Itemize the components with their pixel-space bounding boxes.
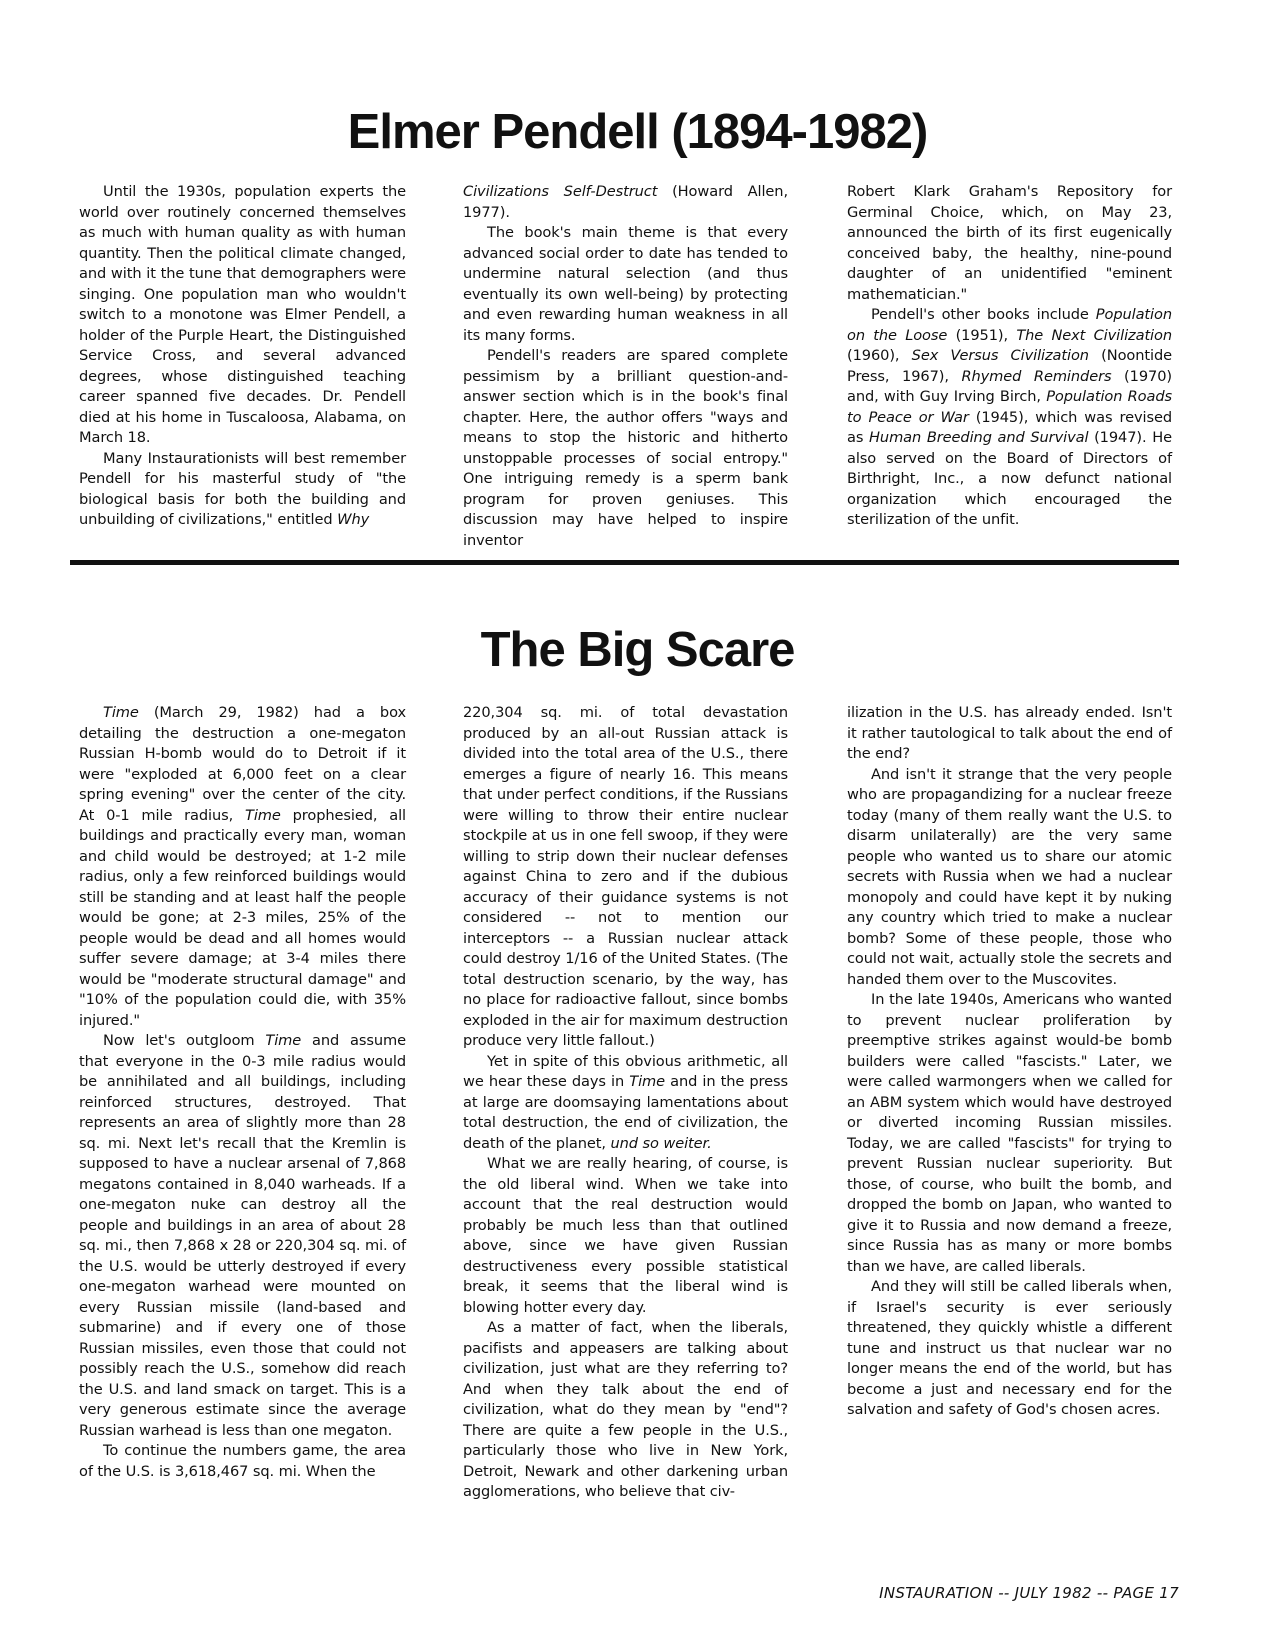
paragraph: Pendell's other books include Population on the Loose (1951), The Next Civilization (1960), Sex Versus Civilization (Noontide Press, 1967), Rhymed Reminders (1970) and, with Guy Irving Birch, Population Roads to Peace or War (1945), which was revised as Human Breeding and Survival (1947). He also served on the Board of Directors of Birthright, Inc., a now defunct national organization which encouraged the sterilization of the unfit.: [847, 306, 1172, 528]
paragraph: 220,304 sq. mi. of total devastation produced by an all-out Russian attack is divided into the total area of the U.S., there emerges a figure of nearly 16. This means that under perfect conditions, if the Russians were willing to throw their entire nuclear stockpile at us in one fell swoop, if they were willing to strip down their nuclear defenses against China to zero and if the dubious accuracy of their guidance systems is not considered -- not to mention our interceptors -- a Russian nuclear attack could destroy 1/16 of the United States. (The total destruction scenario, by the way, has no place for radioactive fallout, since bombs exploded in the air for maximum destruction produce very little fallout.): [463, 704, 788, 1049]
paragraph: Civilizations Self-Destruct (Howard Allen, 1977).: [463, 183, 788, 221]
paragraph: The book's main theme is that every advanced social order to date has tended to undermine natural selection (and thus eventually its own well-being) by protecting and even rewarding human weakness in all its many forms.: [463, 224, 788, 344]
paragraph: Pendell's readers are spared complete pessimism by a brilliant question-and-answer section which is in the book's final chapter. Here, the author offers "ways and means to stop the historic and hitherto unstoppable processes of social entropy." One intriguing remedy is a sperm bank program for proven geniuses. This discussion may have helped to inspire inventor: [463, 347, 788, 549]
pendell-column-3: [847, 182, 1172, 531]
paragraph: And isn't it strange that the very people who are propagandizing for a nuclear freeze today (many of them really want the U.S. to disarm unilaterally) are the very same people who wanted us to share our atomic secrets with Russia when we had a nuclear monopoly and could have kept it by nuking any country which tried to make a nuclear bomb? Some of these people, those who could not wait, actually stole the secrets and handed them over to the Muscovites.: [847, 765, 1172, 988]
article-title-big-scare: The Big Scare: [480, 623, 795, 677]
section-divider: [70, 560, 1179, 565]
paragraph: Many Instaurationists will best remember Pendell for his masterful study of "the biological basis for both the building and unbuilding of civilizations," entitled Why: [79, 449, 406, 528]
paragraph: What we are really hearing, of course, is the old liberal wind. When we take into account that the real destruction would probably be much less than that outlined above, since we have given Russian destructiveness every possible statistical break, it seems that the liberal wind is blowing hotter every day.: [463, 1155, 788, 1316]
pendell-column-1: [79, 182, 406, 531]
paragraph: Robert Klark Graham's Repository for Germinal Choice, which, on May 23, announced the birth of its first eugenically conceived baby, the healthy, nine-pound daughter of an unidentified "eminent mathematician.": [847, 183, 1172, 303]
big-scare-column-3: [847, 703, 1172, 1421]
paragraph: Now let's outgloom Time and assume that everyone in the 0-3 mile radius would be annihilated and all buildings, including reinforced structures, destroyed. That represents an area of slightly more than 28 sq. mi. Next let's recall that the Kremlin is supposed to have a nuclear arsenal of 7,868 megatons contained in 8,040 warheads. If a one-megaton nuke can destroy all the people and buildings in an area of about 28 sq. mi., then 7,868 x 28 or 220,304 sq. mi. of the U.S. would be utterly destroyed if every one-megaton warhead were mounted on every Russian missile (land-based and submarine) and if every one of those Russian missiles, even those that could not possibly reach the U.S., somehow did reach the U.S. and land smack on target. This is a very generous estimate since the average Russian warhead is less than one megaton.: [79, 1032, 406, 1439]
paragraph: Yet in spite of this obvious arithmetic, all we hear these days in Time and in the press at large are doomsaying lamentations about total destruction, the end of civilization, the death of the planet, und so weiter.: [463, 1052, 789, 1152]
big-scare-column-2: [463, 703, 788, 1503]
pendell-column-2: [463, 182, 788, 551]
big-scare-column-1: [79, 703, 406, 1482]
paragraph: Time (March 29, 1982) had a box detailing the destruction a one-megaton Russian H-bomb would do to Detroit if it were "exploded at 6,000 feet on a clear spring evening" over the center of the city. At 0-1 mile radius, Time prophesied, all buildings and practically every man, woman and child would be destroyed; at 1-2 mile radius, only a few reinforced buildings would still be standing and at least half the people would be gone; at 2-3 miles, 25% of the people would be dead and all homes would suffer severe damage; at 3-4 miles there would be "moderate structural damage" and "10% of the population could die, with 35% injured.": [79, 704, 406, 1029]
paragraph: And they will still be called liberals when, if Israel's security is ever seriously threatened, they quickly whistle a different tune and instruct us that nuclear war no longer means the end of the world, but has become a just and necessary end for the salvation and safety of God's chosen acres.: [847, 1278, 1172, 1418]
paragraph: In the late 1940s, Americans who wanted to prevent nuclear proliferation by preemptive strikes against would-be bomb builders were called "fascists." Later, we were called warmongers when we called for an ABM system which would have destroyed or diverted incoming Russian missiles. Today, we are called "fascists" for trying to prevent Russian nuclear superiority. But those, of course, who built the bomb, and dropped the bomb on Japan, who wanted to give it to Russia and now demand a freeze, since Russia has as many or more bombs than we have, are called liberals.: [847, 991, 1172, 1275]
paragraph: To continue the numbers game, the area of the U.S. is 3,618,467 sq. mi. When the: [79, 1442, 406, 1480]
article-title-pendell: Elmer Pendell (1894-1982): [347, 105, 928, 159]
paragraph: Until the 1930s, population experts the world over routinely concerned themselves as much with human quality as with human quantity. Then the political climate changed, and with it the tune that demographers were singing. One population man who wouldn't switch to a monotone was Elmer Pendell, a holder of the Purple Heart, the Distinguished Service Cross, and several advanced degrees, whose distinguished teaching career spanned five decades. Dr. Pendell died at his home in Tuscaloosa, Alabama, on March 18.: [79, 183, 406, 446]
paragraph: ilization in the U.S. has already ended. Isn't it rather tautological to talk about the end of the end?: [847, 704, 1172, 762]
paragraph: As a matter of fact, when the liberals, pacifists and appeasers are talking about civilization, just what are they referring to? And when they talk about the end of civilization, what do they mean by "end"? There are quite a few people in the U.S., particularly those who live in New York, Detroit, Newark and other darkening urban agglomerations, who believe that civ-: [463, 1319, 788, 1500]
page-footer: INSTAURATION -- JULY 1982 -- PAGE 17: [879, 1584, 1179, 1602]
